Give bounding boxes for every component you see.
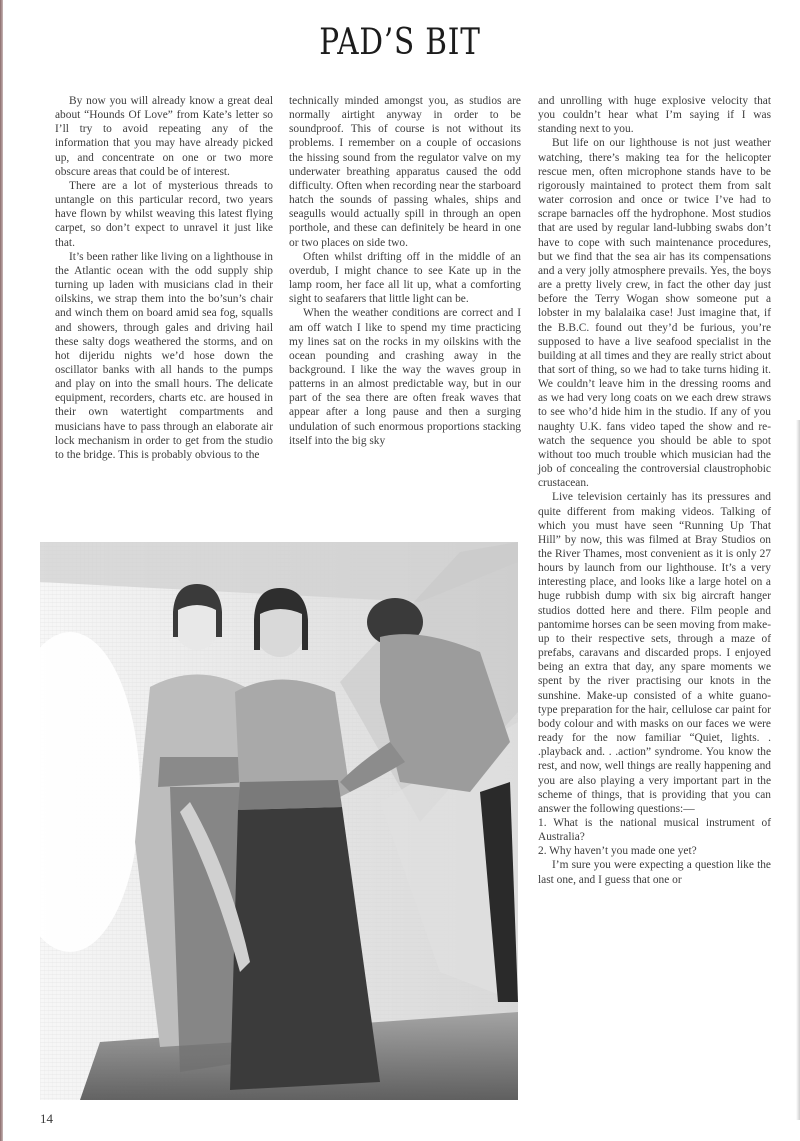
- paragraph: But life on our lighthouse is not just weather watching, there’s making tea for the helicopter rescue men, often microphone stands have to be rigorously maintained to protect them from salt water corrosion and once or twice I’ve had to scrape barnacles off the hydrophone. Most studios that are used by regular land-lubbing swabs don’t have to cope with such maintenance procedures, but we find that the sea air has its compensations and a very jolly atmosphere prevails. Yes, the boys are a pretty lively crew, in fact the other day just before the Terry Wogan show someone put a lobster in my balalaika case! Just imagine that, if the B.B.C. found out they’d be furious, you’re supposed to have a live seafood specialist in the building at all times and they are really strict about that sort of thing, so we had to take turns hiding it. We couldn’t leave him in the dressing rooms and as we had very long coats on we each drew straws to see who’d hide him in the studio. If any of you naughty U.K. fans video taped the show and re-watch the sequence you should be able to spot without too much trouble which musician had the job of concealing the controversial claustrophobic crustacean.: [538, 137, 771, 490]
- paragraph: When the weather conditions are correct and I am off watch I like to spend my time practicing my lines sat on the rocks in my oilskins with the ocean pounding and crashing away in the background. I like the way the waves group in patterns in an almost predictable way, but in our part of the sea there are often freak waves that appear after a long pause and then a surging undulation of such enormous proportions stacking itself into the big sky: [289, 307, 521, 447]
- paragraph: and unrolling with huge explosive velocity that you couldn’t hear what I’m saying if I was standing next to you.: [538, 95, 771, 136]
- article-column-1: [55, 94, 273, 462]
- article-photo: [40, 542, 518, 1100]
- page-shadow: [796, 420, 800, 1120]
- paragraph: It’s been rather like living on a lighthouse in the Atlantic ocean with the odd supply ship turning up laden with musicians clad in their oilskins, we strap them into the bo’sun’s chair and winch them on board amid sea fog, squalls and showers, through gales and driving hail these salty dogs weathered the storms, and on hot dijeridu nights we’d hose down the oscillator banks with all hands to the pumps and play on into the small hours. The delicate equipment, recorders, charts etc. are housed in their own watertight compartments and musicians have to pass through an elaborate air lock mechanism in order to get from the studio to the bridge. This is probably obvious to the: [55, 250, 273, 461]
- page-binding-edge: [0, 0, 3, 1141]
- paragraph: I’m sure you were expecting a question like the last one, and I guess that one or: [538, 859, 771, 886]
- paragraph: Often whilst drifting off in the middle of an overdub, I might chance to see Kate up in the lamp room, her face all lit up, what a comforting sight to seafarers that little light can be.: [289, 250, 521, 306]
- paragraph: Live television certainly has its pressures and quite different from making videos. Talking of which you must have seen “Running Up That Hill” by now, this was filmed at Bray Studios on the River Thames, most convenient as it is only 27 hours by launch from our lighthouse. It’s a very interesting place, and looks like a large hotel on a huge rubbish dump with six big aircraft hanger studios dotted here and there. Film people and pantomime horses can be seen moving from make-up to their respective sets, through a maze of prefabs, caravans and discarded props. I enjoyed being an extra that day, any spare moments we spent by the river practising our knots in the sunshine. Make-up consisted of a white guano-type preparation for the hair, cellulose car paint for body colour and with masks on our faces we were ready for the now familiar “Quiet, lights. . .playback and. . .action” syndrome. You know the rest, and now, well things are really happening and you are also playing a very important part in the scheme of things, that is providing that you can answer the following questions:—: [538, 491, 771, 815]
- paragraph: There are a lot of mysterious threads to untangle on this particular record, two years have flown by whilst weaving this latest flying carpet, so don’t expect to unravel it just like that.: [55, 179, 273, 249]
- article-column-2: [289, 94, 521, 448]
- paragraph: By now you will already know a great deal about “Hounds Of Love” from Kate’s letter so I’ll try to avoid repeating any of the information that you may have already picked up, and concentrate on one or two more obscure areas that could be of interest.: [55, 95, 273, 178]
- page-title: PAD’S BIT: [319, 22, 481, 63]
- article-column-3: [538, 94, 771, 887]
- paragraph: technically minded amongst you, as studios are normally airtight anyway in order to be soundproof. This of course is not without its problems. I remember on a couple of occasions the hissing sound from the regulator valve on my underwater breathing apparatus caused the odd difficulty. Often when recording near the starboard hatch the sounds of passing whales, ships and seagulls would actually spill in through an open porthole, and these can definitely be heard in one or two places on side two.: [289, 95, 521, 249]
- photo-illustration: [40, 542, 518, 1100]
- page-number: 14: [40, 1111, 53, 1126]
- question-1: 1. What is the national musical instrument of Australia?: [538, 816, 771, 844]
- question-2: 2. Why haven’t you made one yet?: [538, 845, 697, 858]
